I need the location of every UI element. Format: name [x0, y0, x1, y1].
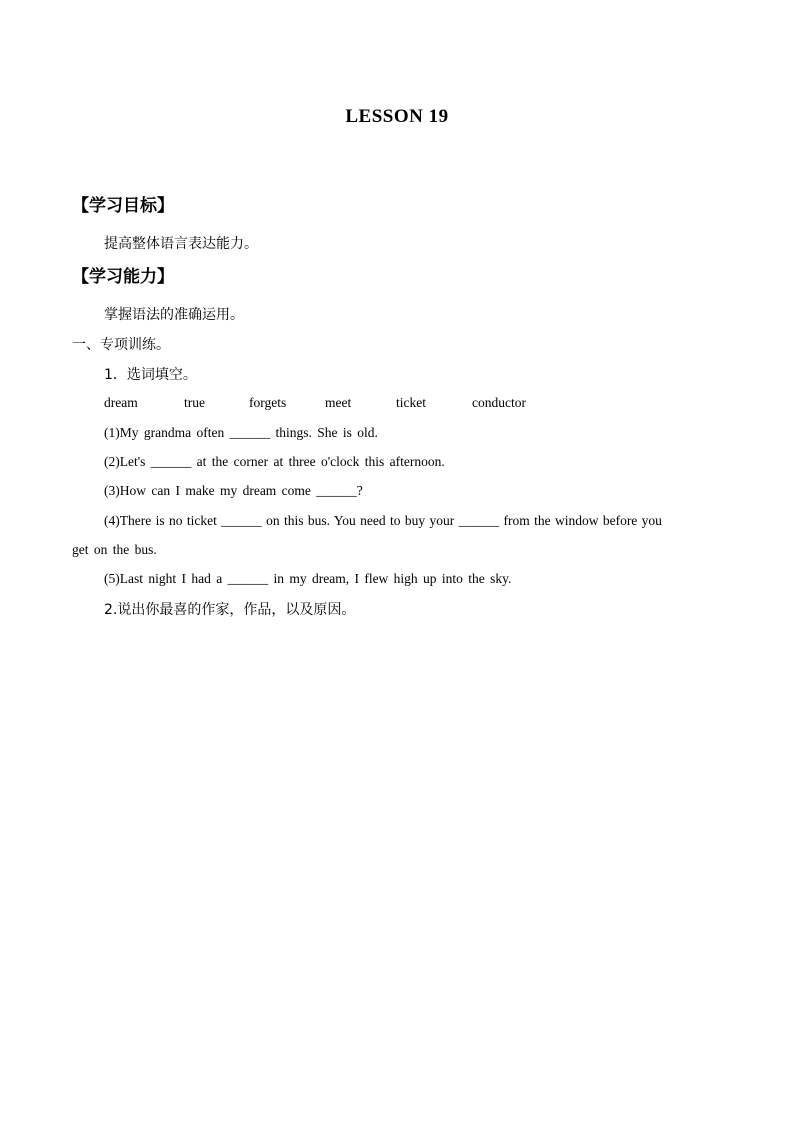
task2-prompt: 2.说出你最喜的作家，作品，以及原因。 [104, 602, 356, 618]
question-4-line-1: (4)There is no ticket ______ on this bus. You need to buy your ______ from the window before you [104, 513, 662, 528]
learning-ability-heading: 【学习能力】 [72, 267, 174, 287]
word-bank-item: true [184, 395, 205, 410]
question-1: (1)My grandma often ______ things. She is old. [104, 425, 378, 440]
word-bank-item: meet [325, 395, 352, 410]
question-2: (2)Let's ______ at the corner at three o'clock this afternoon. [104, 454, 445, 469]
word-bank-item: dream [104, 395, 138, 410]
question-5: (5)Last night I had a ______ in my dream, I flew high up into the sky. [104, 571, 512, 586]
exercise-part-heading: 一、专项训练。 [72, 337, 170, 353]
question-4-line-2: get on the bus. [72, 542, 157, 557]
learning-goal-heading: 【学习目标】 [72, 196, 174, 216]
task1-heading: 1．选词填空。 [104, 367, 197, 383]
learning-ability-text: 掌握语法的准确运用。 [104, 307, 244, 323]
lesson-title: LESSON 19 [345, 106, 449, 127]
word-bank-item: ticket [396, 395, 426, 410]
question-3: (3)How can I make my dream come ______? [104, 483, 363, 498]
word-bank-item: forgets [249, 395, 287, 410]
learning-goal-text: 提高整体语言表达能力。 [104, 236, 258, 252]
word-bank-item: conductor [472, 395, 526, 410]
